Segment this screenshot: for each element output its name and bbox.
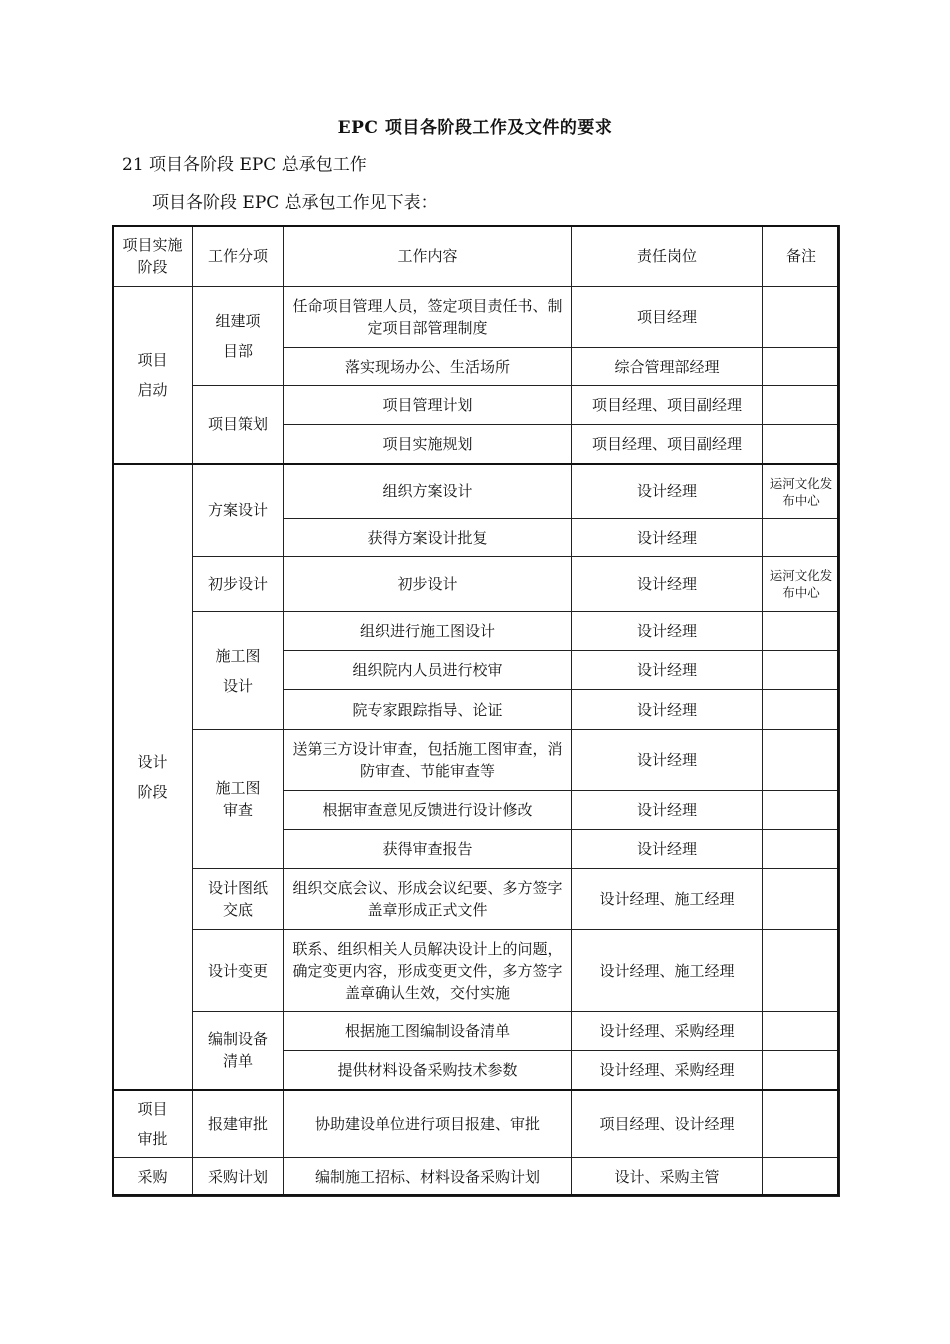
note-cell xyxy=(763,791,840,830)
role-cell: 设计经理 xyxy=(572,791,763,830)
role-cell: 设计、采购主管 xyxy=(572,1158,763,1197)
note-cell: 运河文化发布中心 xyxy=(763,464,840,519)
role-cell: 设计经理 xyxy=(572,557,763,612)
role-cell: 设计经理、施工经理 xyxy=(572,930,763,1012)
content-cell: 组织方案设计 xyxy=(284,464,572,519)
note-cell xyxy=(763,1158,840,1197)
content-cell: 项目管理计划 xyxy=(284,386,572,425)
note-cell xyxy=(763,287,840,348)
table-row xyxy=(113,557,840,612)
header-item: 工作分项 xyxy=(193,226,284,287)
note-cell xyxy=(763,651,840,690)
table-row xyxy=(113,287,840,348)
content-cell: 院专家跟踪指导、论证 xyxy=(284,690,572,730)
table-header-row xyxy=(113,226,840,287)
content-cell: 编制施工招标、材料设备采购计划 xyxy=(284,1158,572,1197)
content-cell: 组织院内人员进行校审 xyxy=(284,651,572,690)
role-cell: 项目经理 xyxy=(572,287,763,348)
stage-cell: 项目启动 xyxy=(113,287,193,464)
content-cell: 项目实施规划 xyxy=(284,425,572,464)
stage-cell: 项目审批 xyxy=(113,1090,193,1158)
note-cell xyxy=(763,730,840,791)
table-row xyxy=(113,464,840,519)
header-stage: 项目实施阶段 xyxy=(113,226,193,287)
note-cell xyxy=(763,612,840,651)
role-cell: 设计经理、采购经理 xyxy=(572,1012,763,1051)
note-cell xyxy=(763,1090,840,1158)
role-cell: 设计经理 xyxy=(572,464,763,519)
content-cell: 获得方案设计批复 xyxy=(284,519,572,557)
item-cell: 施工图审查 xyxy=(193,730,284,869)
note-cell xyxy=(763,386,840,425)
content-cell: 送第三方设计审查，包括施工图审查，消防审查、节能审查等 xyxy=(284,730,572,791)
item-cell: 组建项目部 xyxy=(193,287,284,386)
content-cell: 落实现场办公、生活场所 xyxy=(284,348,572,386)
note-cell: 运河文化发布中心 xyxy=(763,557,840,612)
content-cell: 联系、组织相关人员解决设计上的问题，确定变更内容，形成变更文件，多方签字盖章确认生效，交付实施 xyxy=(284,930,572,1012)
intro-text: 项目各阶段 EPC 总承包工作见下表： xyxy=(152,193,438,213)
note-cell xyxy=(763,425,840,464)
header-note: 备注 xyxy=(763,226,840,287)
item-cell: 方案设计 xyxy=(193,464,284,557)
note-cell xyxy=(763,690,840,730)
content-cell: 组织交底会议、形成会议纪要、多方签字盖章形成正式文件 xyxy=(284,869,572,930)
role-cell: 项目经理、项目副经理 xyxy=(572,425,763,464)
note-cell xyxy=(763,519,840,557)
content-cell: 根据施工图编制设备清单 xyxy=(284,1012,572,1051)
item-cell: 设计变更 xyxy=(193,930,284,1012)
role-cell: 设计经理 xyxy=(572,690,763,730)
content-cell: 组织进行施工图设计 xyxy=(284,612,572,651)
content-cell: 获得审查报告 xyxy=(284,830,572,869)
role-cell: 设计经理、施工经理 xyxy=(572,869,763,930)
role-cell: 项目经理、项目副经理 xyxy=(572,386,763,425)
role-cell: 设计经理 xyxy=(572,519,763,557)
role-cell: 设计经理、采购经理 xyxy=(572,1051,763,1090)
item-cell: 采购计划 xyxy=(193,1158,284,1197)
role-cell: 设计经理 xyxy=(572,830,763,869)
header-content: 工作内容 xyxy=(284,226,572,287)
stage-cell: 设计阶段 xyxy=(113,464,193,1090)
note-cell xyxy=(763,348,840,386)
note-cell xyxy=(763,1051,840,1090)
note-cell xyxy=(763,1012,840,1051)
table-row xyxy=(113,869,840,930)
item-cell: 报建审批 xyxy=(193,1090,284,1158)
table-row xyxy=(113,730,840,791)
content-cell: 初步设计 xyxy=(284,557,572,612)
table-row xyxy=(113,386,840,425)
role-cell: 项目经理、设计经理 xyxy=(572,1090,763,1158)
epc-work-table xyxy=(112,225,840,1197)
table-row xyxy=(113,612,840,651)
role-cell: 设计经理 xyxy=(572,651,763,690)
role-cell: 设计经理 xyxy=(572,730,763,791)
table-row xyxy=(113,1090,840,1158)
item-cell: 初步设计 xyxy=(193,557,284,612)
role-cell: 设计经理 xyxy=(572,612,763,651)
item-cell: 设计图纸交底 xyxy=(193,869,284,930)
table-row xyxy=(113,1158,840,1197)
content-cell: 提供材料设备采购技术参数 xyxy=(284,1051,572,1090)
table-row xyxy=(113,1012,840,1051)
item-cell: 项目策划 xyxy=(193,386,284,464)
header-role: 责任岗位 xyxy=(572,226,763,287)
table-row xyxy=(113,930,840,1012)
stage-cell: 采购 xyxy=(113,1158,193,1197)
content-cell: 协助建设单位进行项目报建、审批 xyxy=(284,1090,572,1158)
content-cell: 根据审查意见反馈进行设计修改 xyxy=(284,791,572,830)
item-cell: 编制设备清单 xyxy=(193,1012,284,1090)
note-cell xyxy=(763,830,840,869)
note-cell xyxy=(763,930,840,1012)
note-cell xyxy=(763,869,840,930)
item-cell: 施工图设计 xyxy=(193,612,284,730)
document-title: EPC 项目各阶段工作及文件的要求 xyxy=(337,118,613,138)
role-cell: 综合管理部经理 xyxy=(572,348,763,386)
content-cell: 任命项目管理人员，签定项目责任书、制定项目部管理制度 xyxy=(284,287,572,348)
section-heading: 21 项目各阶段 EPC 总承包工作 xyxy=(122,155,367,175)
